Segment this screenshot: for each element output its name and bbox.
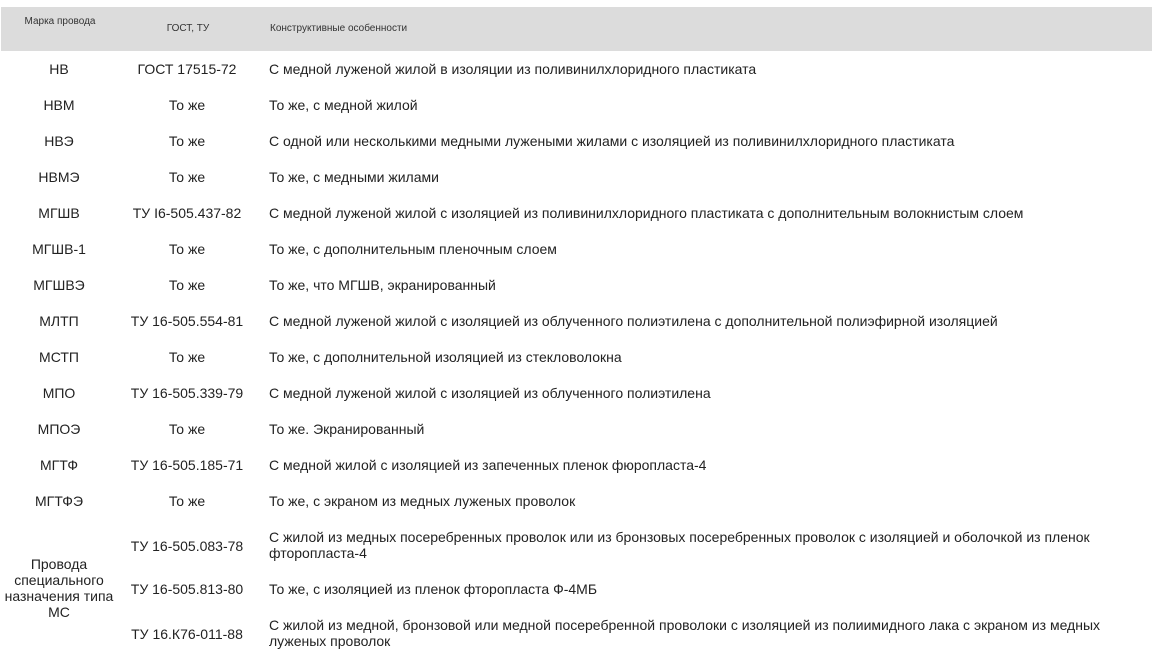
row-mark: МСТП bbox=[39, 349, 79, 365]
row-gost: ТУ 16.К76-011-88 bbox=[131, 626, 243, 642]
row-gost: ТУ 16-505.554-81 bbox=[130, 313, 244, 329]
row-gost: То же bbox=[168, 493, 206, 509]
row-mark: МПО bbox=[42, 385, 76, 401]
row-description: С жилой из медных посеребренных проволок или из бронзовых посеребренных проволок с изоляцией и оболочкой из пленок фторопласта-4 bbox=[269, 529, 1090, 561]
row-description: То же. Экранированный bbox=[269, 421, 425, 437]
row-description: С медной луженой жилой в изоляции из поливинилхлоридного пластиката bbox=[269, 61, 757, 77]
row-gost: То же bbox=[168, 349, 206, 365]
row-description: С одной или несколькими медными лужеными жилами с изоляцией из поливинилхлоридного пластиката bbox=[269, 133, 955, 149]
table-header bbox=[1, 7, 1152, 51]
row-gost: То же bbox=[168, 97, 206, 113]
row-mark: МГТФ bbox=[40, 457, 78, 473]
row-gost: ТУ 16-505.813-80 bbox=[130, 581, 244, 597]
row-description: То же, что МГШВ, экранированный bbox=[269, 277, 496, 293]
header-gost: ГОСТ, ТУ bbox=[166, 23, 210, 34]
row-mark: НВ bbox=[49, 61, 69, 77]
row-mark: МГТФЭ bbox=[34, 493, 84, 509]
row-mark: МПОЭ bbox=[37, 421, 81, 437]
row-mark: МГШВ-1 bbox=[32, 241, 86, 257]
row-gost: ТУ 16-505.339-79 bbox=[130, 385, 244, 401]
row-gost: ТУ 16-505.185-71 bbox=[130, 457, 244, 473]
row-mark: НВМ bbox=[43, 97, 75, 113]
row-description: То же, с экраном из медных луженых проволок bbox=[269, 493, 576, 509]
row-description: То же, с дополнительным пленочным слоем bbox=[269, 241, 557, 257]
row-description: С медной луженой жилой с изоляцией из облученного полиэтилена bbox=[269, 385, 711, 401]
row-gost: То же bbox=[168, 241, 206, 257]
row-description: То же, с дополнительной изоляцией из стекловолокна bbox=[269, 349, 622, 365]
header-mark: Марка провода bbox=[24, 16, 96, 27]
row-mark: НВМЭ bbox=[38, 169, 80, 185]
row-gost: То же bbox=[168, 169, 206, 185]
row-description: С жилой из медной, бронзовой или медной посеребренной проволоки с изоляцией из полиимидного лака с экраном из медных луженых проволок bbox=[269, 617, 1101, 649]
row-description: С медной луженой жилой с изоляцией из облученного полиэтилена с дополнительной полиэфирной изоляцией bbox=[269, 313, 998, 329]
row-mark: НВЭ bbox=[44, 133, 74, 149]
row-gost: То же bbox=[168, 133, 206, 149]
row-gost: То же bbox=[168, 421, 206, 437]
group-label: Провода специального назначения типа МС bbox=[4, 556, 114, 620]
row-gost: ТУ 16-505.083-78 bbox=[130, 538, 244, 554]
row-mark: МГШВ bbox=[38, 205, 80, 221]
row-mark: МГШВЭ bbox=[33, 277, 85, 293]
row-gost: То же bbox=[168, 277, 206, 293]
header-description: Конструктивные особенности bbox=[270, 23, 408, 34]
row-gost: ГОСТ 17515-72 bbox=[137, 61, 237, 77]
row-gost: ТУ I6-505.437-82 bbox=[132, 205, 242, 221]
row-description: С медной жилой с изоляцией из запеченных пленок фюропласта-4 bbox=[269, 457, 707, 473]
row-mark: МЛТП bbox=[39, 313, 79, 329]
row-description: То же, с изоляцией из пленок фторопласта Ф-4МБ bbox=[269, 581, 598, 597]
row-description: То же, с медными жилами bbox=[269, 169, 439, 185]
row-description: С медной луженой жилой с изоляцией из поливинилхлоридного пластиката с дополнительным волокнистым слоем bbox=[269, 205, 1024, 221]
row-description: То же, с медной жилой bbox=[269, 97, 418, 113]
